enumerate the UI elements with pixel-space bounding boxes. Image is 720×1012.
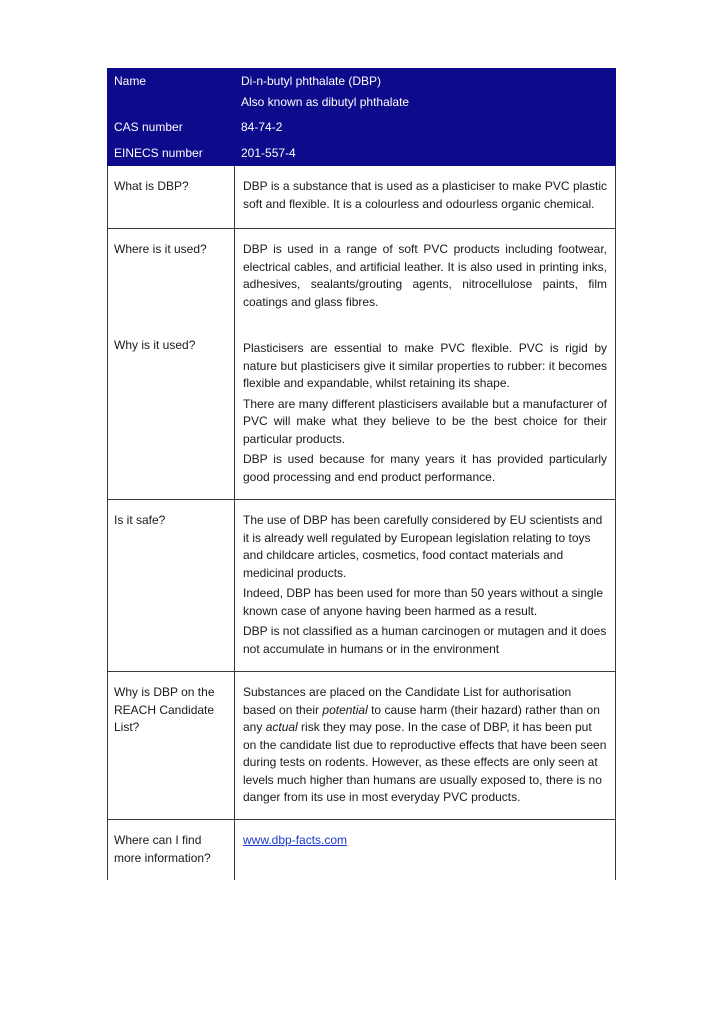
safe-text-cell xyxy=(235,500,616,672)
reach-emphasis-potential: potential xyxy=(322,702,368,717)
reach-text-3: risk they may pose. In the case of DBP, it has been put on the candidate list due to reproductive effects that have been seen during tests on rodents. However, as these effects are only seen at levels much higher than humans are usually exposed to, there is no danger from its use in most everyday PVC products. xyxy=(243,720,607,804)
header-row-einecs xyxy=(108,140,616,166)
info-link-cell xyxy=(235,820,616,881)
where-label: Where is it used? xyxy=(114,242,207,256)
einecs-value: 201-557-4 xyxy=(235,140,616,166)
reach-text-1: Substances are placed on the Candidate List for authorisation based on their xyxy=(243,685,572,717)
why-paragraph-2: There are many different plasticisers available but a manufacturer of PVC will make what they believe to be the best choice for their particular products. xyxy=(243,396,607,446)
safe-paragraph-3: DBP is not classified as a human carcinogen or mutagen and it does not accumulate in humans or in the environment xyxy=(243,624,607,656)
what-text: DBP is a substance that is used as a plasticiser to make PVC plastic soft and flexible. It is a colourless and odourless organic chemical. xyxy=(235,166,616,229)
einecs-label: EINECS number xyxy=(108,140,235,166)
row-where-why xyxy=(108,229,616,500)
safe-label: Is it safe? xyxy=(108,500,235,672)
where-why-label-cell xyxy=(108,229,235,500)
cas-value: 84-74-2 xyxy=(235,115,616,141)
reach-text-2: to cause harm (their hazard) rather than on any xyxy=(243,702,600,734)
safe-paragraph-2: Indeed, DBP has been used for more than 50 years without a single known case of anyone having been harmed as a result. xyxy=(243,586,604,618)
row-reach-candidate-list xyxy=(108,672,616,820)
header-row-cas xyxy=(108,115,616,141)
row-what-is-dbp xyxy=(108,166,616,229)
row-more-information xyxy=(108,820,616,881)
name-label: Name xyxy=(108,69,235,115)
name-value-cell xyxy=(235,69,616,115)
reach-text-cell xyxy=(235,672,616,820)
safe-paragraph-1: The use of DBP has been carefully considered by EU scientists and it is already well regulated by European legislation relating to toys and childcare articles, cosmetics, food contact materials and medicinal products. xyxy=(243,513,603,580)
header-row-name xyxy=(108,69,616,115)
why-paragraph-1: Plasticisers are essential to make PVC flexible. PVC is rigid by nature but plasticisers give it similar properties to rubber: it becomes flexible and expandable, whilst retaining its shape. xyxy=(243,341,607,390)
where-text: DBP is used in a range of soft PVC products including footwear, electrical cables, and artificial leather. It is also used in printing inks, adhesives, sealants/grouting agents, nitrocellulose paints, film coatings and glass fibres. xyxy=(243,242,607,309)
where-why-text-cell xyxy=(235,229,616,500)
row-is-it-safe xyxy=(108,500,616,672)
dbp-facts-link[interactable]: www.dbp-facts.com xyxy=(243,833,348,847)
dbp-fact-sheet xyxy=(107,68,616,880)
name-alias: Also known as dibutyl phthalate xyxy=(241,94,410,109)
why-paragraph-3: DBP is used because for many years it has provided particularly good processing and end product performance. xyxy=(243,452,607,484)
reach-emphasis-actual: actual xyxy=(265,720,298,734)
what-label: What is DBP? xyxy=(108,166,235,229)
why-label: Why is it used? xyxy=(114,337,196,352)
name-value: Di-n-butyl phthalate (DBP) xyxy=(241,74,382,88)
info-label: Where can I find more information? xyxy=(108,820,235,881)
cas-label: CAS number xyxy=(108,115,235,141)
reach-label: Why is DBP on the REACH Candidate List? xyxy=(108,672,235,820)
